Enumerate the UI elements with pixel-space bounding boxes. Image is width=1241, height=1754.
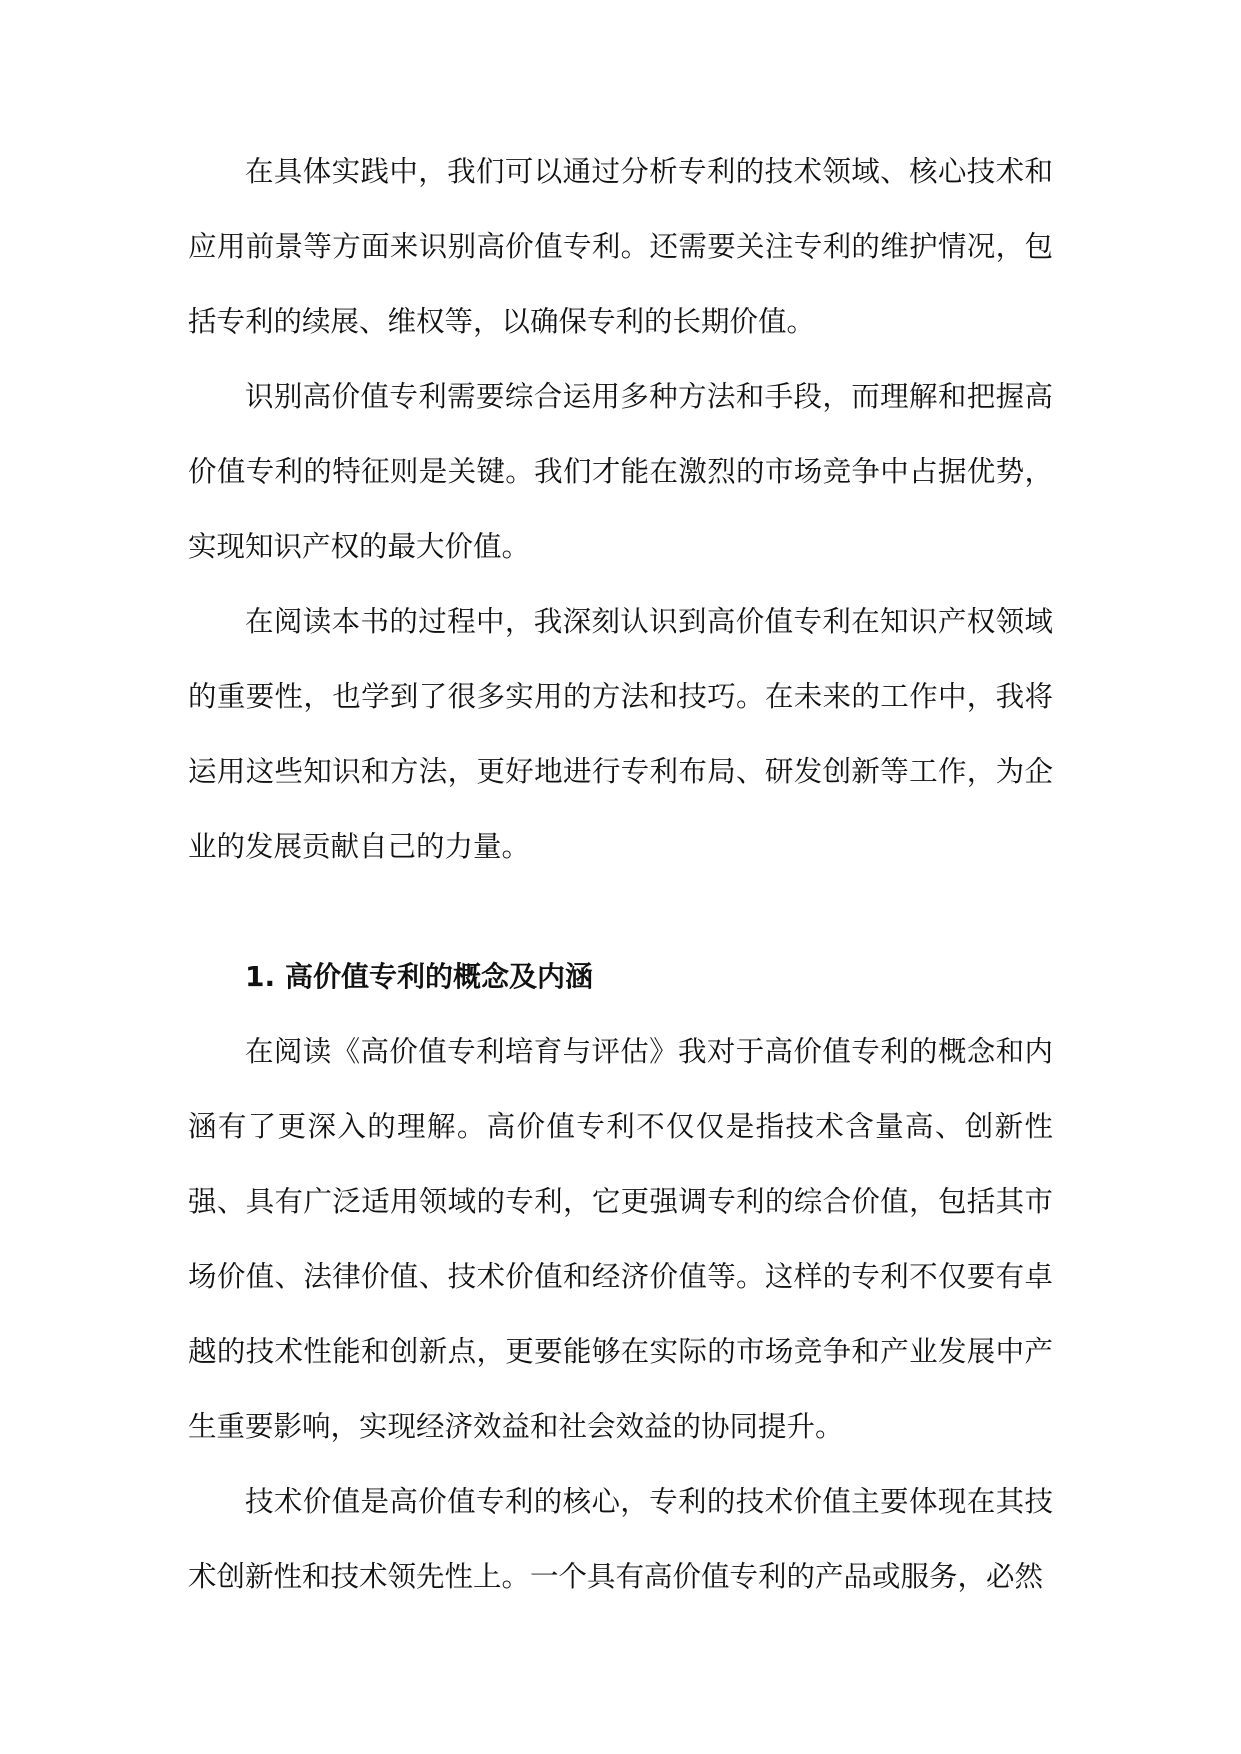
paragraph: 在阅读本书的过程中，我深刻认识到高价值专利在知识产权领域的重要性，也学到了很多实用的方法和技巧。在未来的工作中，我将运用这些知识和方法，更好地进行专利布局、研发创新等工作，为企业的发展贡献自己的力量。 <box>188 605 1053 863</box>
paragraph: 在具体实践中，我们可以通过分析专利的技术领域、核心技术和应用前景等方面来识别高价值专利。还需要关注专利的维护情况，包括专利的续展、维权等，以确保专利的长期价值。 <box>188 155 1053 338</box>
section-number: 1. <box>245 960 276 993</box>
paragraph: 识别高价值专利需要综合运用多种方法和手段，而理解和把握高价值专利的特征则是关键。我们才能在激烈的市场竞争中占据优势，实现知识产权的最大价值。 <box>188 380 1053 563</box>
section-title: 高价值专利的概念及内涵 <box>285 960 594 993</box>
document-page <box>188 134 1053 1614</box>
section-heading <box>188 939 1053 1014</box>
paragraph: 技术价值是高价值专利的核心，专利的技术价值主要体现在其技术创新性和技术领先性上。一个具有高价值专利的产品或服务，必然 <box>188 1485 1053 1593</box>
paragraph: 在阅读《高价值专利培育与评估》我对于高价值专利的概念和内涵有了更深入的理解。高价值专利不仅仅是指技术含量高、创新性强、具有广泛适用领域的专利，它更强调专利的综合价值，包括其市场价值、法律价值、技术价值和经济价值等。这样的专利不仅要有卓越的技术性能和创新点，更要能够在实际的市场竞争和产业发展中产生重要影响，实现经济效益和社会效益的协同提升。 <box>188 1035 1053 1443</box>
